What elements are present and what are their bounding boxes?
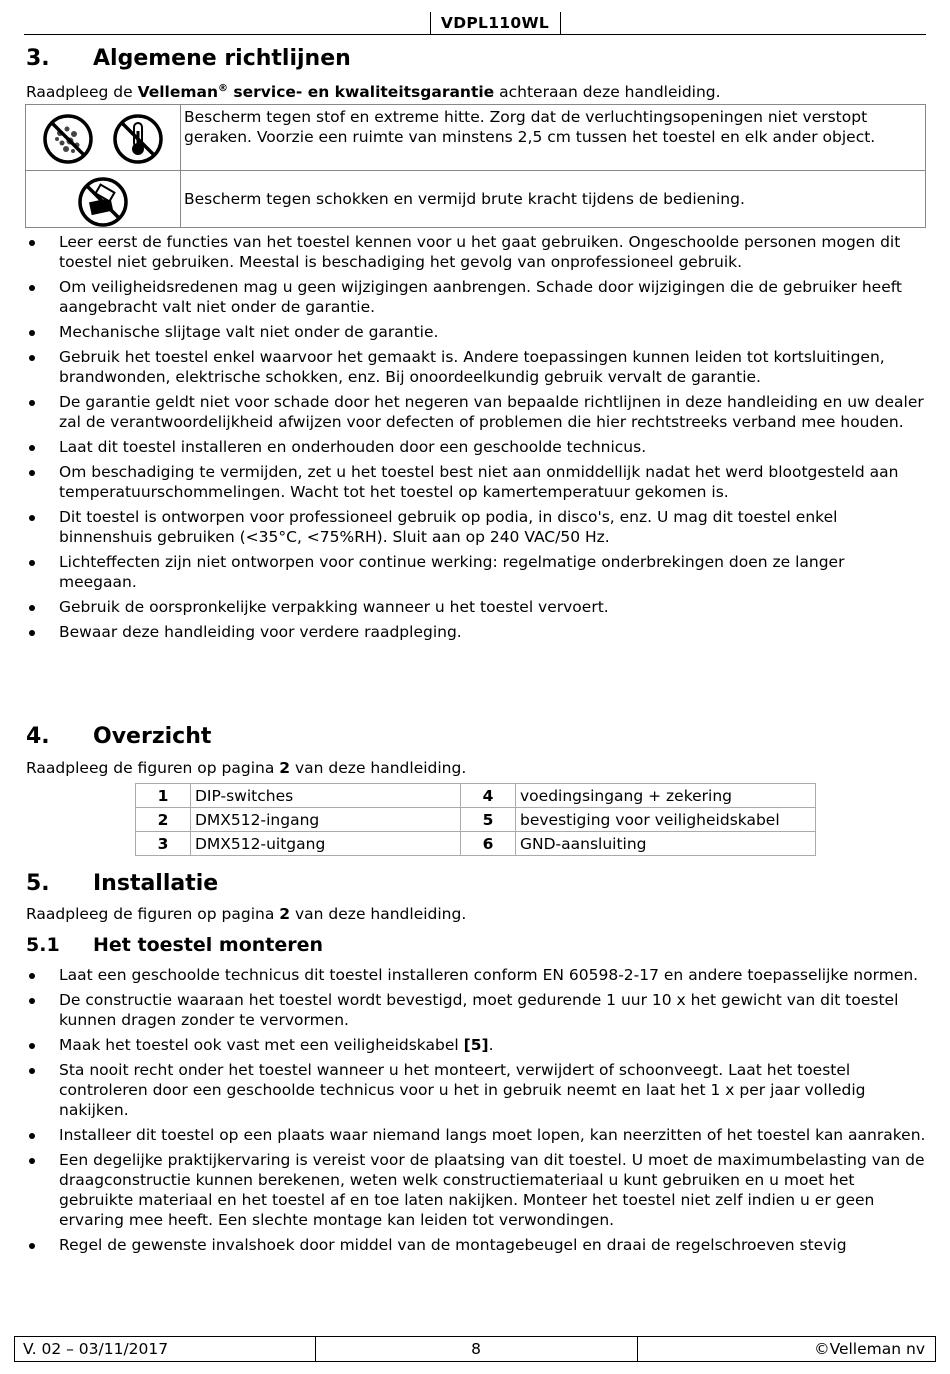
part-number: 4 [461,784,516,808]
version-date: V. 02 – 03/11/2017 [23,1340,169,1358]
section-number: 4. [26,724,50,749]
part-label: DIP-switches [191,784,461,808]
intro-text: Raadpleeg de [26,83,138,102]
section-3-heading [26,46,351,72]
warning-table-column [180,105,181,227]
table-row [136,832,816,856]
section-3-bullets [26,232,926,647]
section-5-heading [26,871,218,897]
section-number: 5. [26,871,50,896]
footer-divider-right [637,1337,638,1361]
part-number: 2 [136,808,191,832]
warning-table-row-divider [26,170,925,171]
warning-shock: Bescherm tegen schokken en vermijd brute kracht tijdens de bediening. [184,190,745,208]
registered-mark: ® [218,83,229,94]
list-item: De constructie waaraan het toestel wordt bevestigd, moet gedurende 1 uur 10 x het gewicht van dit toestel kunnen dragen zonder te vervormen. [26,990,926,1030]
table-row [136,784,816,808]
intro-text-end: achteraan deze handleiding. [494,83,721,102]
page-header [24,12,926,35]
list-item: De garantie geldt niet voor schade door het negeren van bepaalde richtlijnen in deze handleiding en uw dealer zal de verantwoordelijkheid afwijzen voor defecten of problemen die hier rechtstreeks verband mee houden. [26,392,926,432]
part-label: DMX512-ingang [191,808,461,832]
subsection-5-1-heading [26,934,323,956]
part-number: 5 [461,808,516,832]
subsection-title: Het toestel monteren [93,934,324,956]
list-item: Een degelijke praktijkervaring is vereist voor de plaatsing van dit toestel. U moet de maximumbelasting van de draagconstructie kunnen berekenen, weten welk constructiemateriaal u kunt gebruiken en u moet het gebruikte materiaal en het toestel af en toe laten nakijken. Monteer het toestel niet zelf indien u er geen ervaring mee heeft. Een slechte montage kan leiden tot verwondingen. [26,1150,926,1230]
section-number: 3. [26,46,50,71]
list-item: Lichteffecten zijn niet ontworpen voor continue werking: regelmatige onderbrekingen doen ze langer meegaan. [26,552,926,592]
list-item: Gebruik de oorspronkelijke verpakking wanneer u het toestel vervoert. [26,597,926,617]
subsection-number: 5.1 [26,934,60,956]
list-item: Bewaar deze handleiding voor verdere raadpleging. [26,622,926,642]
warranty-name: service- en kwaliteitsgarantie [228,83,495,102]
list-item: Dit toestel is ontworpen voor professioneel gebruik op podia, in disco's, enz. U mag dit toestel enkel binnenshuis gebruiken (<35°C, <75%RH). Sluit aan op 240 VAC/50 Hz. [26,507,926,547]
header-divider-right [560,12,561,35]
brand-name: Velleman [137,83,219,102]
table-row [136,808,816,832]
list-item: Gebruik het toestel enkel waarvoor het gemaakt is. Andere toepassingen kunnen leiden tot kortsluitingen, brandwonden, elektrische schokken, enz. Bij onoordeelkundig gebruik vervalt de garantie. [26,347,926,387]
page-footer [14,1336,936,1362]
section-title: Algemene richtlijnen [93,46,351,71]
no-shock-icon [77,176,129,228]
model-name: VDPL110WL [440,14,550,32]
warning-dust-heat: Bescherm tegen stof en extreme hitte. Zorg dat de verluchtingsopeningen niet verstopt geraken. Voorzie een ruimte van minstens 2,5 cm tussen het toestel en elk ander object. [184,108,876,146]
list-item: Maak het toestel ook vast met een veiligheidskabel [5]. [26,1035,926,1055]
section-title: Overzicht [93,724,212,749]
list-item: Regel de gewenste invalshoek door middel van de montagebeugel en draai de regelschroeven stevig [26,1235,926,1255]
list-item: Sta nooit recht onder het toestel wanneer u het monteert, verwijdert of schoonveegt. Laat het toestel controleren door een geschoolde technicus voor u het in gebruik neemt en laat het 1 x per jaar volledig nakijken. [26,1060,926,1120]
part-number: 6 [461,832,516,856]
part-label: bevestiging voor veiligheidskabel [516,808,816,832]
list-item: Laat dit toestel installeren en onderhouden door een geschoolde technicus. [26,437,926,457]
section-title: Installatie [93,871,219,896]
part-number: 3 [136,832,191,856]
section-5-intro: Raadpleeg de figuren op pagina 2 van deze handleiding. [26,905,467,923]
list-item: Mechanische slijtage valt niet onder de garantie. [26,322,926,342]
page-number: 8 [471,1340,481,1358]
section-5-bullets [26,965,926,1260]
no-dust-icon [42,113,94,165]
list-item: Leer eerst de functies van het toestel kennen voor u het gaat gebruiken. Ongeschoolde personen mogen dit toestel niet gebruiken. Meestal is beschadiging het gevolg van onprofessioneel gebruik. [26,232,926,272]
section-4-heading [26,724,211,750]
list-item: Laat een geschoolde technicus dit toestel installeren conform EN 60598-2-17 en andere toepasselijke normen. [26,965,926,985]
list-item: Om veiligheidsredenen mag u geen wijzigingen aanbrengen. Schade door wijzigingen die de gebruiker heeft aangebracht valt niet onder de garantie. [26,277,926,317]
warning-table [25,104,926,228]
part-number: 1 [136,784,191,808]
copyright: ©Velleman nv [814,1340,925,1358]
section-4-intro: Raadpleeg de figuren op pagina 2 van deze handleiding. [26,759,467,777]
part-label: DMX512-uitgang [191,832,461,856]
part-label: GND-aansluiting [516,832,816,856]
list-item: Installeer dit toestel op een plaats waar niemand langs moet lopen, kan neerzitten of het toestel kan aanraken. [26,1125,926,1145]
part-label: voedingsingang + zekering [516,784,816,808]
no-heat-icon [112,113,164,165]
list-item: Om beschadiging te vermijden, zet u het toestel best niet aan onmiddellijk nadat het werd blootgesteld aan temperatuurschommelingen. Wacht tot het toestel op kamertemperatuur gekomen is. [26,462,926,502]
overview-table [135,783,816,856]
section-3-intro [26,79,926,102]
